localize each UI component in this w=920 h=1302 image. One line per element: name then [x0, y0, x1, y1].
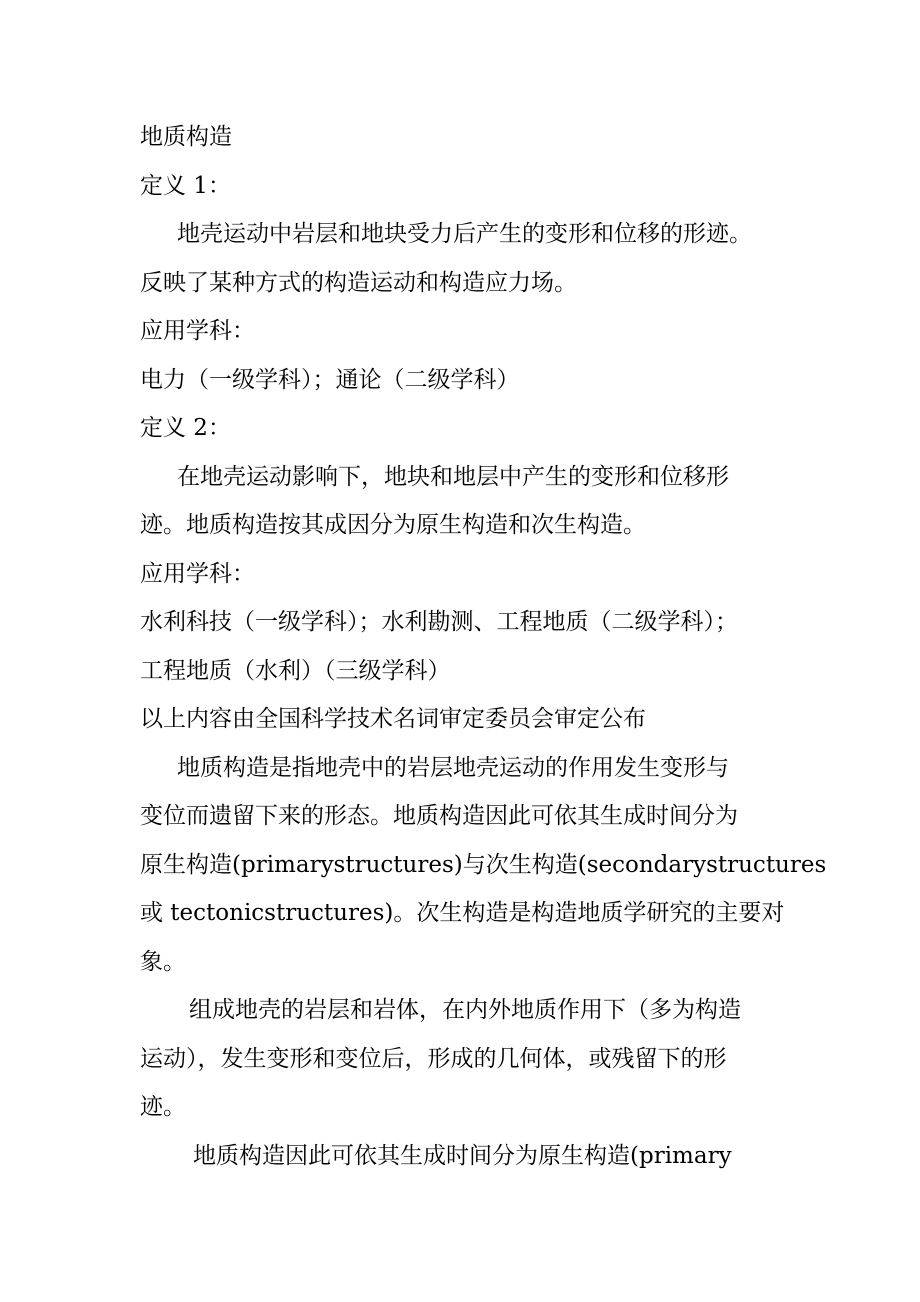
definition-1-text-line-2: 反映了某种方式的构造运动和构造应力场。 — [140, 269, 577, 296]
applied-discipline-text-2-line-2: 工程地质（水利）（三级学科） — [140, 657, 451, 684]
paragraph-2-line-2: 运动），发生变形和变位后，形成的几何体，或残留下的形 — [140, 1045, 727, 1072]
paragraph-2-line-3: 迹。 — [140, 1094, 186, 1120]
document-body — [140, 113, 827, 1180]
source-note: 以上内容由全国科学技术名词审定委员会审定公布 — [140, 706, 646, 732]
document-title: 地质构造 — [140, 124, 232, 150]
paragraph-1-line-1: 地质构造是指地壳中的岩层地壳运动的作用发生变形与 — [177, 754, 729, 781]
definition-1-text-line-1: 地壳运动中岩层和地块受力后产生的变形和位移的形迹。 — [177, 221, 752, 247]
paragraph-3-line-1: 地质构造因此可依其生成时间分为原生构造(primary — [193, 1142, 732, 1169]
paragraph-2-line-1: 组成地壳的岩层和岩体，在内外地质作用下（多为构造 — [189, 997, 741, 1023]
paragraph-1-line-2: 变位而遗留下来的形态。地质构造因此可依其生成时间分为 — [140, 803, 738, 829]
definition-2-text-line-2: 迹。地质构造按其成因分为原生构造和次生构造。 — [140, 512, 646, 538]
definition-2-text-line-1: 在地壳运动影响下，地块和地层中产生的变形和位移形 — [177, 463, 729, 490]
paragraph-1-line-5: 象。 — [140, 948, 186, 975]
applied-discipline-heading-1: 应用学科： — [140, 318, 255, 344]
applied-discipline-text-2-line-1: 水利科技（一级学科）；水利勘测、工程地质（二级学科）； — [140, 609, 738, 635]
paragraph-1-line-3: 原生构造(primarystructures)与次生构造(secondarystructures — [140, 851, 827, 878]
applied-discipline-heading-2: 应用学科： — [140, 560, 255, 587]
paragraph-1-line-4: 或 tectonicstructures)。次生构造是构造地质学研究的主要对 — [140, 900, 785, 926]
definition-2-heading: 定义 2： — [140, 415, 231, 441]
applied-discipline-text-1: 电力（一级学科）；通论（二级学科） — [140, 366, 520, 393]
definition-1-heading: 定义 1： — [140, 172, 231, 199]
